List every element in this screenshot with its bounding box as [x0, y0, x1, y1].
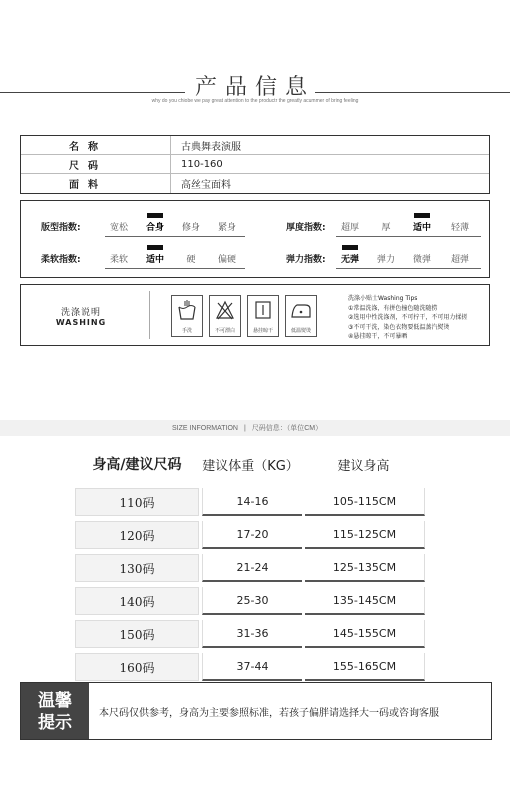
index-option: 宽松: [109, 223, 129, 233]
tip-line: ④悬挂晾干，不可暴晒: [348, 333, 408, 340]
care-caption: 手洗: [181, 328, 192, 334]
weight-cell: 17-20: [202, 521, 302, 549]
index-option: 紧身: [217, 223, 237, 233]
info-value: 古典舞表演服: [181, 141, 241, 153]
weight-cell: 31-36: [202, 620, 302, 648]
tip-line: ②选用中性洗涤剂，不可拧干，不可用力揉搓: [348, 314, 468, 321]
size-cell: 130码: [75, 554, 199, 582]
weight-cell: 14-16: [202, 488, 302, 516]
height-cell: 145-155CM: [305, 620, 425, 648]
index-label: 厚度指数:: [286, 223, 326, 233]
info-key: 尺码: [21, 155, 171, 173]
table-row: [75, 587, 425, 615]
page-subtitle: why do you chiobe we pay great attention to the productr the greatly acummer of bring feeling: [151, 98, 359, 104]
info-key: 面料: [21, 174, 171, 193]
tip-badge: [21, 683, 89, 739]
selection-marker: [147, 213, 163, 218]
weight-cell: 21-24: [202, 554, 302, 582]
no-bleach-icon: [209, 295, 241, 337]
info-value: 高丝宝面料: [181, 180, 231, 191]
height-cell: 155-165CM: [305, 653, 425, 681]
size-cell: 120码: [75, 521, 199, 549]
height-cell: 125-135CM: [305, 554, 425, 582]
tip-line: ①常温洗涤，有拼色撞色随洗随捞: [348, 304, 438, 312]
info-key: 名称: [21, 136, 171, 154]
table-row: [75, 620, 425, 648]
table-row: [75, 653, 425, 681]
index-label: 弹力指数:: [286, 255, 326, 265]
height-cell: 105-115CM: [305, 488, 425, 516]
low-iron-icon: [285, 295, 317, 337]
selection-marker: [147, 245, 163, 250]
height-cell: 135-145CM: [305, 587, 425, 615]
washing-tips: [348, 294, 467, 342]
index-option: 超厚: [340, 223, 360, 233]
size-cell: 150码: [75, 620, 199, 648]
index-option: 轻薄: [450, 223, 470, 233]
index-scale: [105, 213, 245, 237]
care-caption: 悬挂晾干: [252, 328, 273, 334]
size-info-label: SIZE INFORMATION | 尺码信息：（单位CM）: [172, 425, 323, 432]
washing-label-en: WASHING: [55, 318, 107, 327]
index-option: 超弹: [450, 255, 470, 265]
selection-marker: [414, 213, 430, 218]
page-title: 产品信息: [194, 75, 315, 100]
index-scale: [336, 213, 481, 237]
basic-info-table: [20, 135, 490, 194]
index-panel: [20, 200, 490, 278]
index-label: 柔软指数:: [41, 255, 81, 265]
care-icons: [171, 295, 317, 337]
washing-panel: [20, 284, 490, 346]
selection-marker: [342, 245, 358, 250]
info-row: [21, 136, 489, 155]
index-option: 硬: [186, 255, 196, 265]
table-row: [75, 554, 425, 582]
info-row: [21, 155, 489, 174]
table-header: [75, 445, 425, 483]
tip-badge-line: 温馨: [38, 691, 72, 711]
table-row: [75, 521, 425, 549]
tip-box: [20, 682, 492, 740]
tip-badge-line: 提示: [38, 713, 72, 733]
washing-label-cn: 洗涤说明: [60, 308, 101, 318]
index-option: 厚: [381, 223, 391, 233]
index-scale: [105, 245, 245, 269]
section-header: [0, 70, 510, 110]
elasticity-index: [286, 245, 486, 269]
hang-dry-icon: [247, 295, 279, 337]
weight-cell: 25-30: [202, 587, 302, 615]
index-label: 版型指数:: [41, 223, 81, 233]
index-option-selected: 合身: [145, 223, 165, 233]
care-caption: 低温熨烫: [290, 328, 311, 334]
tip-text: 本尺码仅供参考，身高为主要参照标准，若孩子偏胖请选择大一码或咨询客服: [99, 707, 439, 719]
index-option: 柔软: [109, 255, 129, 265]
index-option: 偏硬: [217, 255, 237, 265]
tips-title: 洗涤小贴士Washing Tips: [348, 295, 418, 302]
divider: [149, 291, 150, 339]
height-cell: 115-125CM: [305, 521, 425, 549]
tip-line: ③不可干洗，染色衣物要低温蒸汽熨烫: [348, 323, 450, 331]
style-index: [41, 213, 251, 237]
weight-cell: 37-44: [202, 653, 302, 681]
thickness-index: [286, 213, 486, 237]
size-table: [75, 445, 425, 681]
size-cell: 110码: [75, 488, 199, 516]
softness-index: [41, 245, 251, 269]
info-row: [21, 174, 489, 193]
index-option: 微弹: [412, 255, 432, 265]
index-option: 弹力: [376, 255, 396, 265]
table-row: [75, 488, 425, 516]
column-header: 建议体重（KG）: [202, 458, 299, 474]
column-header: 身高/建议尺码: [92, 457, 182, 473]
size-info-bar: [0, 420, 510, 436]
index-option-selected: 适中: [145, 255, 165, 265]
size-cell: 140码: [75, 587, 199, 615]
index-scale: [336, 245, 481, 269]
index-option-selected: 适中: [412, 223, 432, 233]
info-value: 110-160: [181, 158, 223, 170]
washing-label: [41, 305, 121, 327]
index-option-selected: 无弹: [340, 255, 360, 265]
hand-wash-icon: [171, 295, 203, 337]
care-caption: 不可漂白: [214, 328, 235, 334]
index-option: 修身: [181, 223, 201, 233]
column-header: 建议身高: [337, 458, 390, 474]
size-cell: 160码: [75, 653, 199, 681]
